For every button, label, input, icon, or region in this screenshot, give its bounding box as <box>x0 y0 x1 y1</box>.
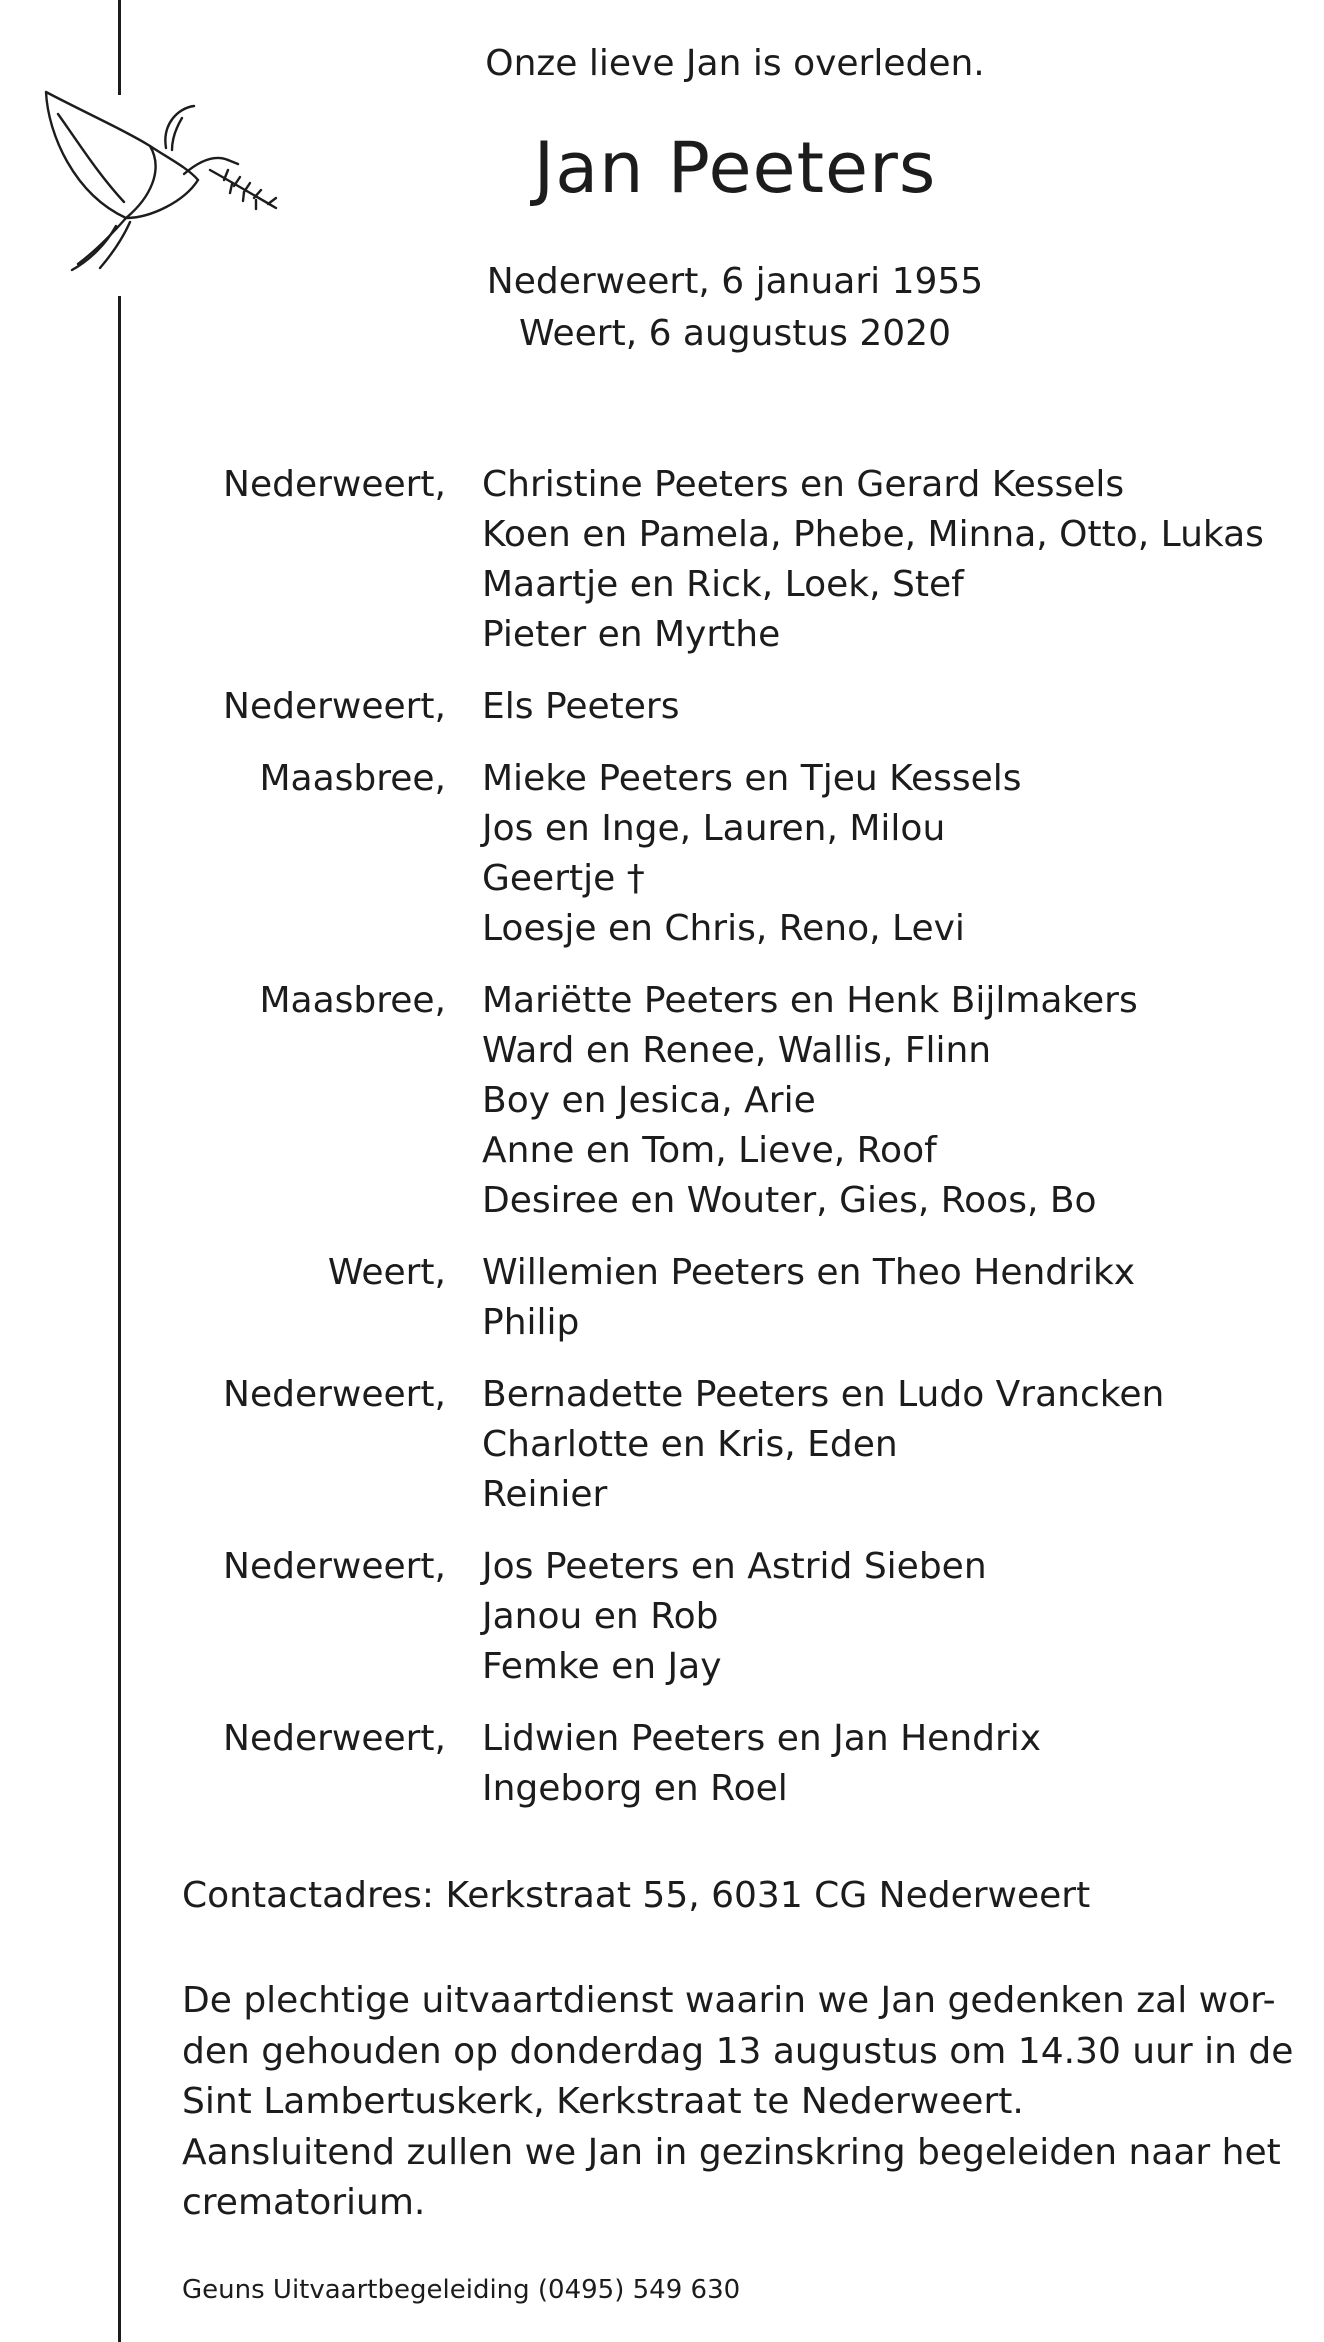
deceased-name: Jan Peeters <box>533 127 937 209</box>
family-member-line: Ward en Renee, Wallis, Flinn <box>482 1030 992 1071</box>
family-list <box>180 460 1300 1836</box>
family-place: Nederweert, <box>223 1374 446 1415</box>
family-group <box>180 1370 1300 1520</box>
family-member-line: Christine Peeters en Gerard Kessels <box>482 464 1125 505</box>
service-line: crematorium. <box>182 2182 426 2223</box>
service-line: Sint Lambertuskerk, Kerkstraat te Nederweert. <box>182 2081 1024 2122</box>
intro-text: Onze lieve Jan is overleden. <box>485 43 985 84</box>
family-member-line: Charlotte en Kris, Eden <box>482 1424 898 1465</box>
family-members <box>482 1714 1041 1814</box>
family-members <box>482 460 1264 660</box>
family-place: Nederweert, <box>223 464 446 505</box>
family-member-line: Loesje en Chris, Reno, Levi <box>482 908 965 949</box>
family-group <box>180 1542 1300 1692</box>
family-members <box>482 976 1138 1226</box>
family-group <box>180 1714 1300 1814</box>
family-members <box>482 1248 1135 1348</box>
family-member-line: Koen en Pamela, Phebe, Minna, Otto, Lukas <box>482 514 1264 555</box>
contact-address: Contactadres: Kerkstraat 55, 6031 CG Nederweert <box>182 1875 1091 1916</box>
family-member-line: Els Peeters <box>482 686 680 727</box>
family-place: Weert, <box>327 1252 446 1293</box>
family-place: Nederweert, <box>223 1718 446 1759</box>
family-member-line: Bernadette Peeters en Ludo Vrancken <box>482 1374 1165 1415</box>
family-group <box>180 1248 1300 1348</box>
service-line: den gehouden op donderdag 13 augustus om 14.30 uur in de <box>182 2030 1294 2072</box>
family-place: Maasbree, <box>259 980 446 1021</box>
family-member-line: Philip <box>482 1302 580 1343</box>
family-place: Nederweert, <box>223 1546 446 1587</box>
family-member-line: Pieter en Myrthe <box>482 614 781 655</box>
left-border-line-top <box>118 0 121 95</box>
family-member-line: Mieke Peeters en Tjeu Kessels <box>482 758 1022 799</box>
family-member-line: Jos en Inge, Lauren, Milou <box>482 808 946 849</box>
family-place: Maasbree, <box>259 758 446 799</box>
family-place: Nederweert, <box>223 686 446 727</box>
family-member-line: Ingeborg en Roel <box>482 1768 788 1809</box>
family-member-line: Anne en Tom, Lieve, Roof <box>482 1130 937 1171</box>
family-member-line: Maartje en Rick, Loek, Stef <box>482 564 964 605</box>
death-line: Weert, 6 augustus 2020 <box>519 313 951 354</box>
family-group <box>180 976 1300 1226</box>
family-member-line: Lidwien Peeters en Jan Hendrix <box>482 1718 1042 1759</box>
family-members <box>482 1542 987 1692</box>
family-members <box>482 1370 1164 1520</box>
family-group <box>180 460 1300 660</box>
family-member-line: Femke en Jay <box>482 1646 722 1687</box>
family-member-line: Reinier <box>482 1474 608 1515</box>
birth-line: Nederweert, 6 januari 1955 <box>486 261 984 302</box>
service-info <box>182 1976 1292 2229</box>
family-members <box>482 682 680 732</box>
family-member-line: Mariëtte Peeters en Henk Bijlmakers <box>482 980 1138 1021</box>
family-members <box>482 754 1022 954</box>
family-member-line: Desiree en Wouter, Gies, Roos, Bo <box>482 1180 1097 1221</box>
service-line: Aansluitend zullen we Jan in gezinskring begeleiden naar het <box>182 2131 1281 2173</box>
family-group <box>180 682 1300 732</box>
family-member-line: Janou en Rob <box>482 1596 719 1637</box>
family-member-line: Jos Peeters en Astrid Sieben <box>482 1546 987 1587</box>
left-border-line-bottom <box>118 296 121 2342</box>
dove-icon <box>38 84 288 294</box>
family-group <box>180 754 1300 954</box>
family-member-line: Geertje † <box>482 858 645 899</box>
family-member-line: Boy en Jesica, Arie <box>482 1080 816 1121</box>
life-dates <box>440 256 1030 360</box>
family-member-line: Willemien Peeters en Theo Hendrikx <box>482 1252 1136 1293</box>
service-line: De plechtige uitvaartdienst waarin we Jan gedenken zal wor- <box>182 1980 1276 2021</box>
funeral-director: Geuns Uitvaartbegeleiding (0495) 549 630 <box>182 2275 741 2305</box>
